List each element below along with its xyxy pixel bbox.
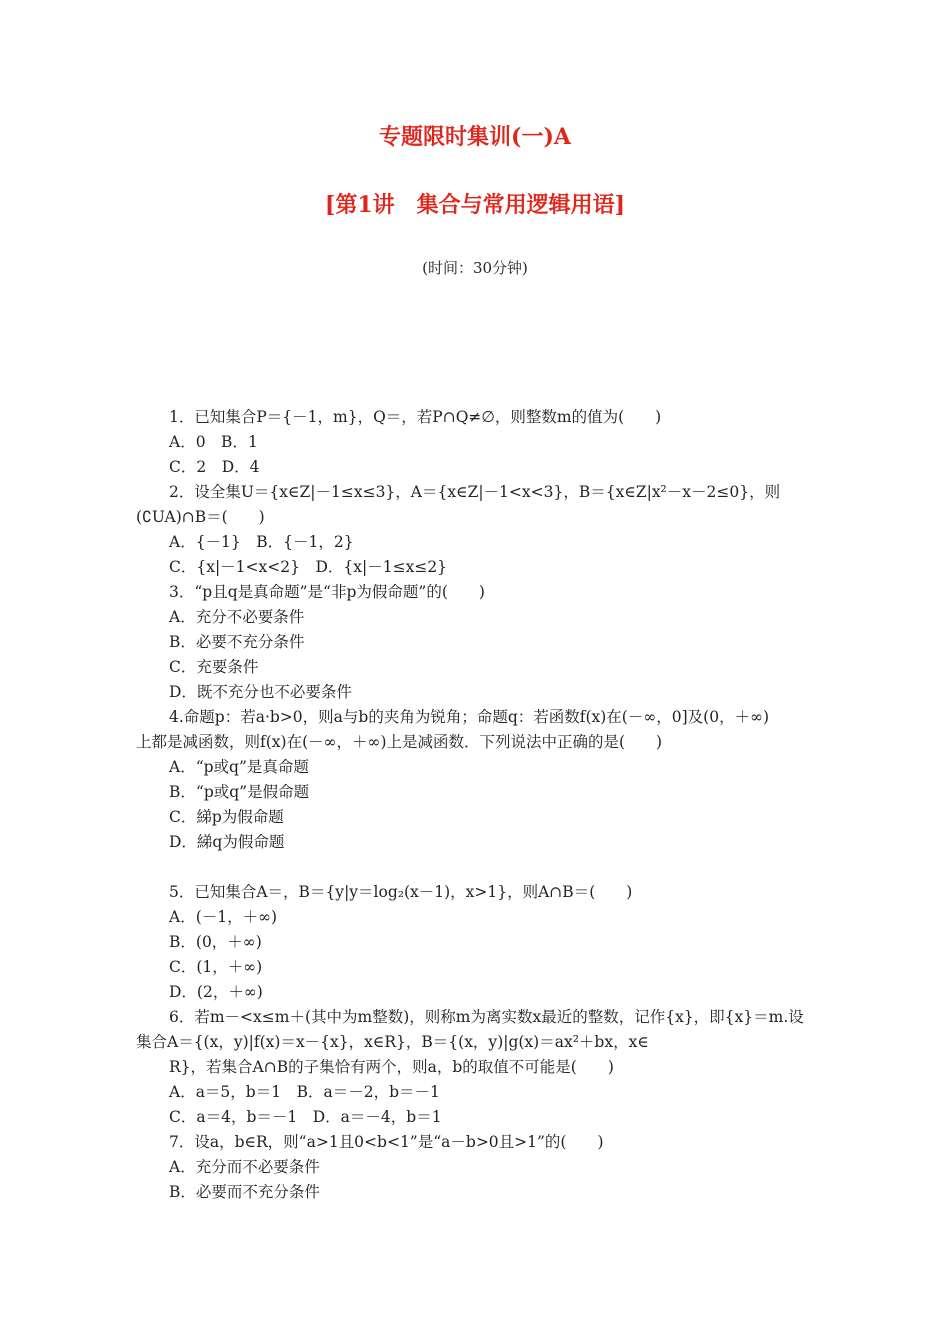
question-3-option-a: A．充分不必要条件 — [169, 608, 305, 626]
question-1-options-ab: A．0 B．1 — [169, 433, 258, 451]
question-5-option-c: C．(1，＋∞) — [169, 958, 263, 976]
question-2-stem: 2．设全集U＝{x∈Z|－1≤x≤3}，A＝{x∈Z|－1<x<3}，B＝{x∈Z|x²－x－2≤0}，则 — [169, 483, 781, 501]
question-5-option-a: A．(－1，＋∞) — [169, 908, 278, 926]
question-2-options-ab: A．{－1} B．{－1，2} — [169, 533, 354, 551]
question-6-stem: 6．若m－<x≤m＋(其中为m整数)，则称m为离实数x最近的整数，记作{x}，即{x}＝m.设 — [169, 1008, 804, 1026]
question-6-options-cd: C．a＝4，b＝－1 D．a＝－4，b＝1 — [169, 1108, 442, 1126]
question-7-stem: 7．设a，b∈R，则“a>1且0<b<1”是“a－b>0且>1”的( ) — [169, 1133, 604, 1151]
question-4-option-b: B．“p或q”是假命题 — [169, 783, 310, 801]
question-6-stem-cont: 集合A＝{(x，y)|f(x)＝x－{x}，x∈R}，B＝{(x，y)|g(x)＝ax²＋bx，x∈ — [136, 1033, 649, 1051]
question-4-stem-cont: 上都是减函数，则f(x)在(－∞，＋∞)上是减函数．下列说法中正确的是( ) — [136, 733, 663, 751]
time-limit: (时间：30分钟) — [422, 259, 528, 277]
question-1-options-cd: C．2 D．4 — [169, 458, 260, 476]
question-5-option-d: D．(2，＋∞) — [169, 983, 263, 1001]
question-7-option-a: A．充分而不必要条件 — [169, 1158, 320, 1176]
question-6-stem-cont-2: R}，若集合A∩B的子集恰有两个，则a，b的取值不可能是( ) — [169, 1058, 614, 1076]
question-6-options-ab: A．a＝5，b＝1 B．a＝－2，b＝－1 — [169, 1083, 440, 1101]
question-3-stem: 3．“p且q是真命题”是“非p为假命题”的( ) — [169, 583, 485, 601]
question-3-option-c: C．充要条件 — [169, 658, 259, 676]
question-5-option-b: B．(0，＋∞) — [169, 933, 262, 951]
question-4-option-a: A．“p或q”是真命题 — [169, 758, 309, 776]
question-2-stem-cont: (∁UA)∩B＝( ) — [136, 508, 265, 526]
question-4-option-d: D．綈q为假命题 — [169, 833, 285, 851]
question-5-stem: 5．已知集合A＝，B＝{y|y＝log₂(x－1)，x>1}，则A∩B＝( ) — [169, 883, 633, 901]
question-4-option-c: C．綈p为假命题 — [169, 808, 284, 826]
page-title: 专题限时集训(一)A — [379, 124, 571, 150]
question-3-option-b: B．必要不充分条件 — [169, 633, 305, 651]
question-7-option-b: B．必要而不充分条件 — [169, 1183, 320, 1201]
spacer — [136, 855, 816, 880]
question-1-stem: 1．已知集合P＝{－1，m}，Q＝，若P∩Q≠∅，则整数m的值为( ) — [169, 408, 662, 426]
page-subtitle: [第1讲 集合与常用逻辑用语] — [324, 192, 626, 218]
question-2-options-cd: C．{x|－1<x<2} D．{x|－1≤x≤2} — [169, 558, 448, 576]
question-3-option-d: D．既不充分也不必要条件 — [169, 683, 352, 701]
question-4-stem: 4.命题p：若a·b>0，则a与b的夹角为锐角；命题q：若函数f(x)在(－∞，0]及(0，＋∞) — [169, 708, 770, 726]
question-list — [136, 405, 816, 1205]
